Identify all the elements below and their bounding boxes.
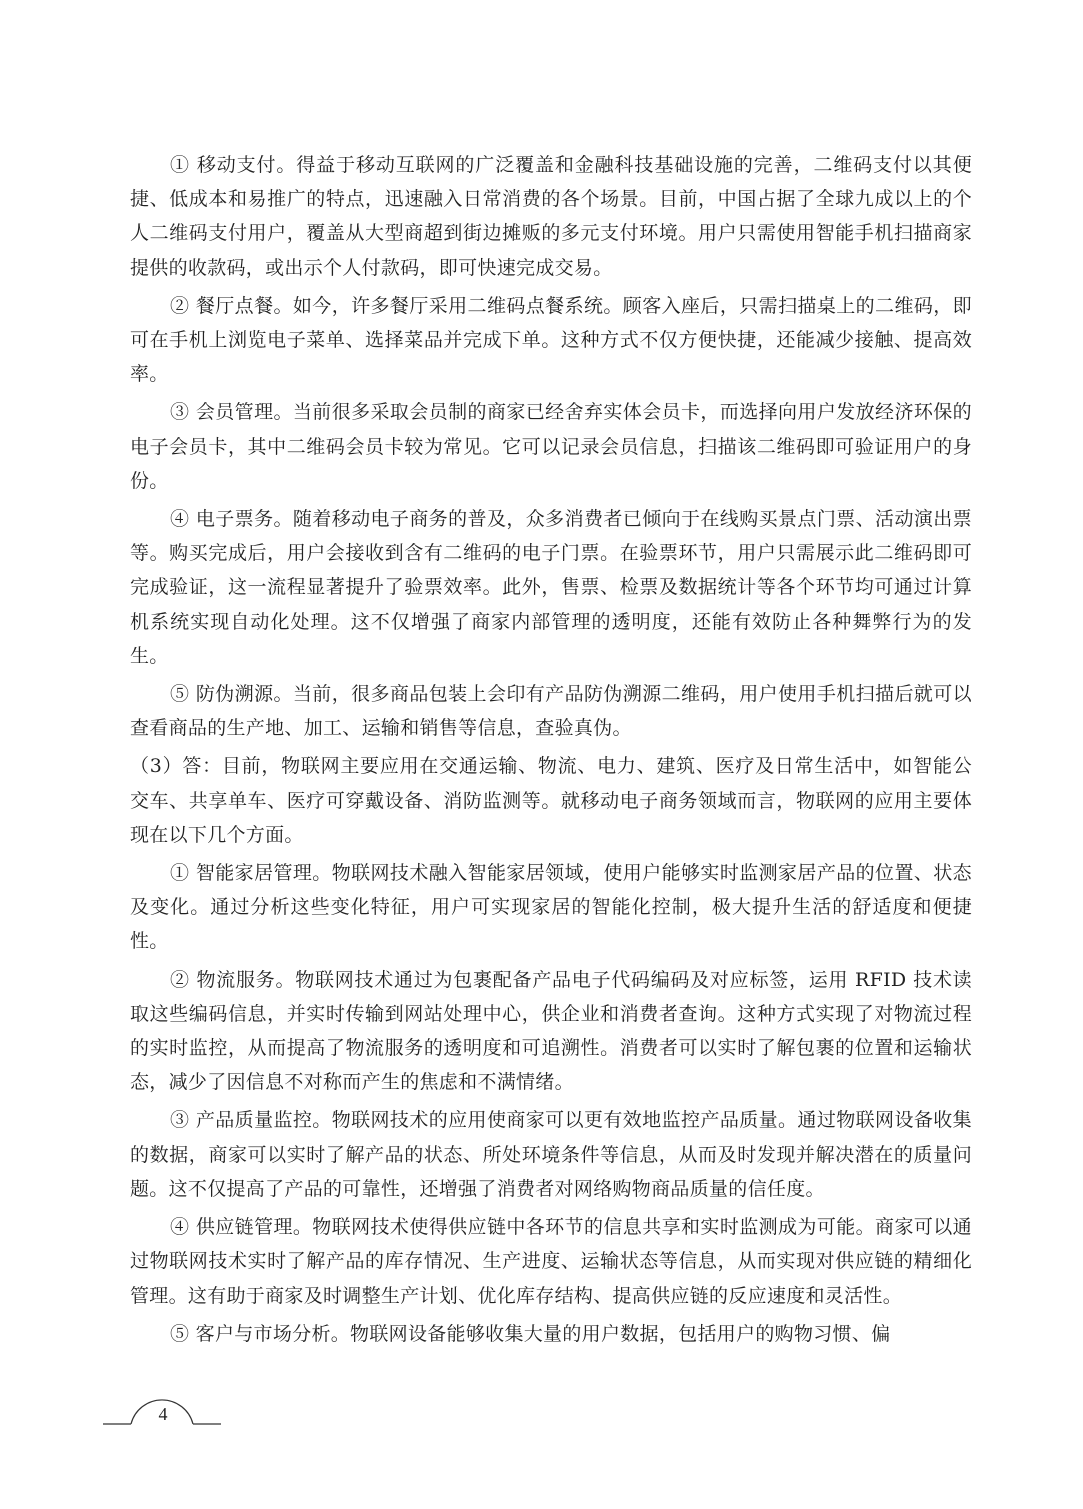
- paragraph-supply-chain: ④ 供应链管理。物联网技术使得供应链中各环节的信息共享和实时监测成为可能。商家可以通过物联网技术实时了解产品的库存情况、生产进度、运输状态等信息，从而实现对供应链的精细化管理。这有助于商家及时调整生产计划、优化库存结构、提高供应链的反应速度和灵活性。: [130, 1216, 972, 1307]
- paragraph-quality-monitoring: ③ 产品质量监控。物联网技术的应用使商家可以更有效地监控产品质量。通过物联网设备收集的数据，商家可以实时了解产品的状态、所处环境条件等信息，从而及时发现并解决潜在的质量问题。这不仅提高了产品的可靠性，还增强了消费者对网络购物商品质量的信任度。: [130, 1109, 972, 1200]
- page-body: [130, 148, 972, 1355]
- paragraph-electronic-ticketing: ④ 电子票务。随着移动电子商务的普及，众多消费者已倾向于在线购买景点门票、活动演出票等。购买完成后，用户会接收到含有二维码的电子门票。在验票环节，用户只需展示此二维码即可完成验证，这一流程显著提升了验票效率。此外，售票、检票及数据统计等各个环节均可通过计算机系统实现自动化处理。这不仅增强了商家内部管理的透明度，还能有效防止各种舞弊行为的发生。: [130, 508, 972, 667]
- paragraph-mobile-payment: ① 移动支付。得益于移动互联网的广泛覆盖和金融科技基础设施的完善，二维码支付以其便捷、低成本和易推广的特点，迅速融入日常消费的各个场景。目前，中国占据了全球九成以上的个人二维码支付用户，覆盖从大型商超到街边摊贩的多元支付环境。用户只需使用智能手机扫描商家提供的收款码，或出示个人付款码，即可快速完成交易。: [130, 154, 972, 279]
- paragraph-anti-counterfeit-tracing: ⑤ 防伪溯源。当前，很多商品包装上会印有产品防伪溯源二维码，用户使用手机扫描后就可以查看商品的生产地、加工、运输和销售等信息，查验真伪。: [130, 683, 972, 740]
- paragraph-customer-market-analysis: ⑤ 客户与市场分析。物联网设备能够收集大量的用户数据，包括用户的购物习惯、偏: [170, 1322, 891, 1345]
- paragraph-restaurant-ordering: ② 餐厅点餐。如今，许多餐厅采用二维码点餐系统。顾客入座后，只需扫描桌上的二维码，即可在手机上浏览电子菜单、选择菜品并完成下单。这种方式不仅方便快捷，还能减少接触、提高效率。: [130, 294, 972, 386]
- paragraph-membership-management: ③ 会员管理。当前很多采取会员制的商家已经舍弃实体会员卡，而选择向用户发放经济环保的电子会员卡，其中二维码会员卡较为常见。它可以记录会员信息，扫描该二维码即可验证用户的身份。: [130, 401, 972, 492]
- page-footer: [103, 1380, 223, 1440]
- paragraph-smart-home: ① 智能家居管理。物联网技术融入智能家居领域，使用户能够实时监测家居产品的位置、状态及变化。通过分析这些变化特征，用户可实现家居的智能化控制，极大提升生活的舒适度和便捷性。: [130, 862, 972, 953]
- paragraph-logistics-service: ② 物流服务。物联网技术通过为包裹配备产品电子代码编码及对应标签，运用 RFID 技术读取这些编码信息，并实时传输到网站处理中心，供企业和消费者查询。这种方式实现了对物流过程的实时监控，从而提高了物流服务的透明度和可追溯性。消费者可以实时了解包裹的位置和运输状态，减少了因信息不对称而产生的焦虑和不满情绪。: [130, 968, 972, 1094]
- paragraph-answer-3-intro: （3）答：目前，物联网主要应用在交通运输、物流、电力、建筑、医疗及日常生活中，如智能公交车、共享单车、医疗可穿戴设备、消防监测等。就移动电子商务领域而言，物联网的应用主要体现在以下几个方面。: [130, 755, 972, 846]
- page-number: 4: [158, 1404, 168, 1424]
